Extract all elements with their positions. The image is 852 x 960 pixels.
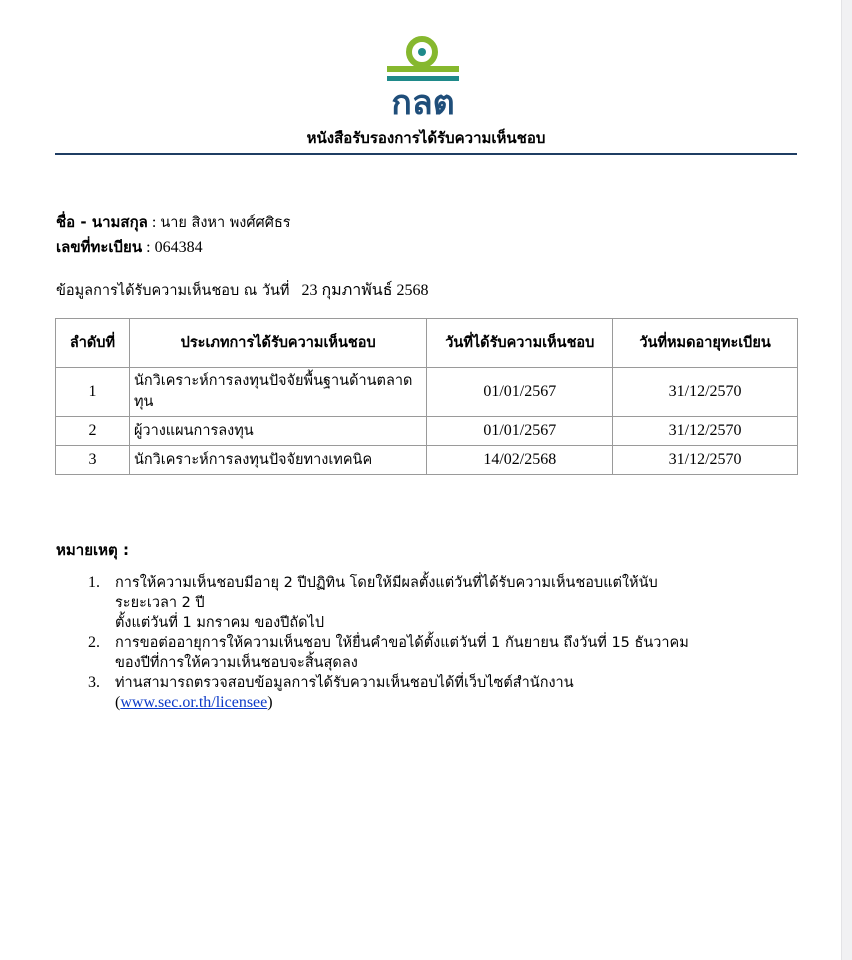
- header-order: ลำดับที่: [56, 319, 130, 368]
- notes-list: [88, 573, 788, 713]
- approval-table: [55, 318, 798, 475]
- holder-registration-line: เลขที่ทะเบียน : 064384: [56, 238, 203, 256]
- table-row: [56, 368, 798, 417]
- row-type: นักวิเคราะห์การลงทุนปัจจัยทางเทคนิค: [129, 446, 426, 475]
- logo-text: กลต: [391, 83, 455, 120]
- notes-title: หมายเหตุ :: [56, 541, 129, 559]
- header-type: ประเภทการได้รับความเห็นชอบ: [129, 319, 426, 368]
- name-label: ชื่อ - นามสกุล: [56, 213, 148, 231]
- row-approved-date: 14/02/2568: [427, 446, 613, 475]
- note-item: [88, 673, 788, 713]
- name-value: นาย สิงหา พงศ์ศศิธร: [160, 215, 291, 231]
- link-open-paren: (: [115, 694, 121, 711]
- row-expiry-date: 31/12/2570: [613, 446, 798, 475]
- note-number: 2.: [88, 634, 100, 651]
- note-line: การขอต่ออายุการให้ความเห็นชอบ ให้ยื่นคำขอได้ตั้งแต่วันที่ 1 กันยายน ถึงวันที่ 15 ธันวาคม: [115, 635, 689, 651]
- header-expiry-date: วันที่หมดอายุทะเบียน: [613, 319, 798, 368]
- row-number: 2: [56, 417, 130, 446]
- approval-date-value: 23 กุมภาพันธ์ 2568: [301, 282, 429, 299]
- registration-label: เลขที่ทะเบียน: [56, 238, 143, 256]
- row-approved-date: 01/01/2567: [427, 368, 613, 417]
- header-divider: [55, 153, 797, 155]
- note-number: 3.: [88, 674, 100, 691]
- holder-name-line: ชื่อ - นามสกุล : นาย สิงหา พงศ์ศศิธร: [56, 213, 291, 231]
- note-line: ท่านสามารถตรวจสอบข้อมูลการได้รับความเห็นชอบได้ที่เว็บไซต์สำนักงาน: [115, 675, 574, 691]
- document-title: หนังสือรับรองการได้รับความเห็นชอบ: [306, 129, 546, 147]
- licensee-link[interactable]: www.sec.or.th/licensee: [120, 694, 268, 711]
- table-row: [56, 417, 798, 446]
- row-type: นักวิเคราะห์การลงทุนปัจจัยพื้นฐานด้านตลาดทุน: [129, 368, 426, 417]
- note-line: ของปีที่การให้ความเห็นชอบจะสิ้นสุดลง: [115, 655, 358, 671]
- approval-date-line: [56, 278, 429, 303]
- note-item: [88, 633, 788, 673]
- registration-value: 064384: [154, 239, 203, 256]
- approval-date-prefix: ข้อมูลการได้รับความเห็นชอบ ณ วันที่: [56, 283, 290, 299]
- note-item: [88, 573, 788, 633]
- note-number: 1.: [88, 574, 100, 591]
- note-link-line: [115, 693, 788, 713]
- note-line: การให้ความเห็นชอบมีอายุ 2 ปีปฏิทิน โดยให้มีผลตั้งแต่วันที่ได้รับความเห็นชอบแต่ให้นับ: [115, 575, 658, 591]
- table-header-row: [56, 319, 798, 368]
- row-expiry-date: 31/12/2570: [613, 417, 798, 446]
- sec-logo: [378, 36, 468, 120]
- sec-logo-icon: [378, 36, 468, 120]
- row-number: 3: [56, 446, 130, 475]
- header-approved-date: วันที่ได้รับความเห็นชอบ: [427, 319, 613, 368]
- row-number: 1: [56, 368, 130, 417]
- row-approved-date: 01/01/2567: [427, 417, 613, 446]
- row-expiry-date: 31/12/2570: [613, 368, 798, 417]
- link-close-paren: ): [267, 694, 273, 711]
- note-line: ระยะเวลา 2 ปี: [115, 595, 205, 611]
- table-row: [56, 446, 798, 475]
- note-line: ตั้งแต่วันที่ 1 มกราคม ของปีถัดไป: [115, 615, 325, 631]
- row-type: ผู้วางแผนการลงทุน: [129, 417, 426, 446]
